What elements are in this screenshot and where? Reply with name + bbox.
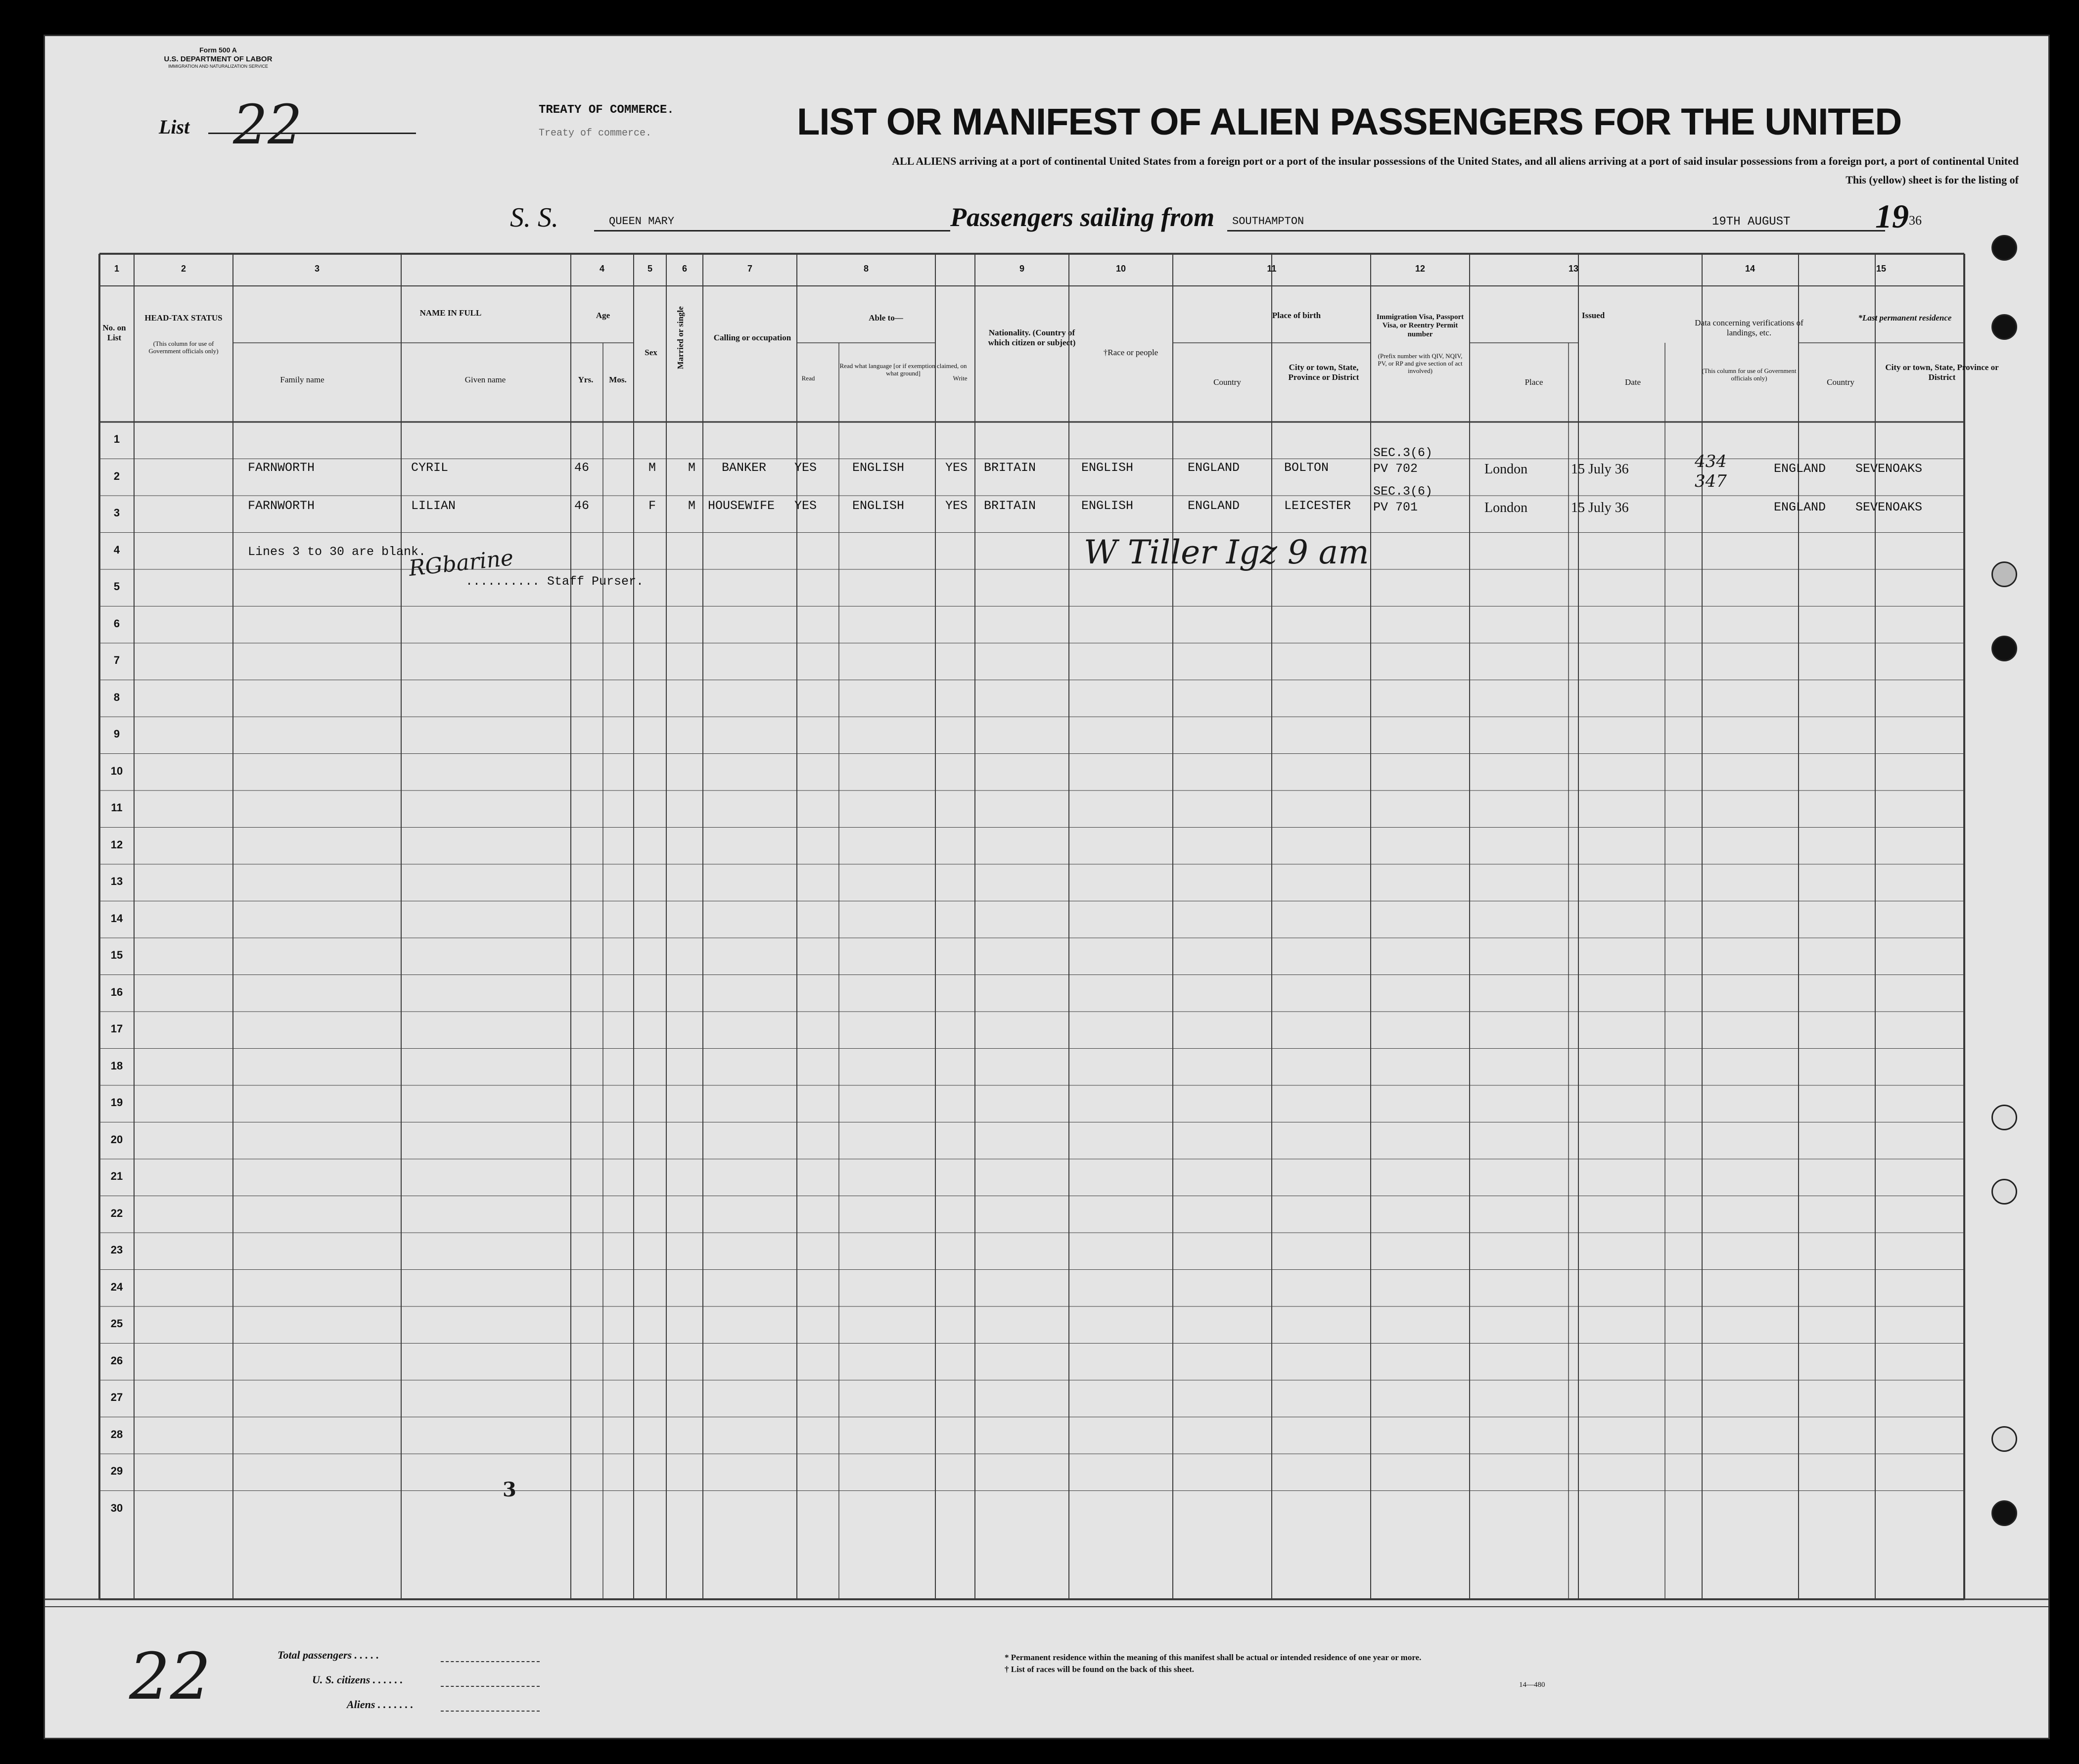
row-number: 18	[110, 1059, 123, 1072]
col-res-city: City or town, State, Province or District	[1885, 363, 1999, 382]
col-visa: Immigration Visa, Passport Visa, or Reentry Permit number	[1376, 313, 1464, 338]
fraction-bottom: 347	[1695, 471, 1727, 491]
col-read: Read	[801, 374, 815, 382]
department: U.S. DEPARTMENT OF LABOR	[164, 55, 273, 63]
row-number: 7	[113, 654, 120, 666]
write: YES	[945, 499, 968, 513]
manifest-sheet	[44, 35, 2050, 1739]
age-years: 46	[574, 499, 590, 513]
binder-hole	[1991, 1426, 2017, 1452]
form-code: 14—480	[1519, 1681, 1545, 1689]
row-number: 21	[110, 1170, 123, 1182]
col-no-on-list: No. on List	[102, 323, 126, 342]
port-name: SOUTHAMPTON	[1232, 215, 1304, 228]
col-race: †Race or people	[1103, 348, 1158, 357]
column-number: 2	[181, 264, 186, 274]
row-number: 30	[110, 1501, 123, 1514]
language: ENGLISH	[852, 461, 905, 475]
sailing-label: Passengers sailing from	[950, 202, 1215, 232]
row-number: 22	[110, 1207, 123, 1219]
col-given-name: Given name	[464, 375, 506, 384]
row-number: 3	[113, 507, 120, 519]
family-name: FARNWORTH	[248, 499, 315, 513]
service: IMMIGRATION AND NATURALIZATION SERVICE	[168, 64, 268, 69]
purser-signature: RGbarine	[407, 545, 515, 581]
fraction-top: 434	[1695, 452, 1727, 471]
row-number: 6	[113, 617, 120, 630]
row-number: 24	[110, 1280, 123, 1293]
form-number: Form 500 A	[199, 46, 237, 54]
column-number: 4	[599, 264, 604, 274]
row-number: 23	[110, 1244, 123, 1256]
col-sex: Sex	[645, 348, 657, 357]
nationality: BRITAIN	[984, 499, 1036, 513]
column-number: 5	[647, 264, 652, 274]
binder-hole	[1991, 1105, 2017, 1130]
binder-hole	[1991, 1179, 2017, 1205]
col-issued: Issued	[1581, 311, 1605, 320]
column-number: 9	[1019, 264, 1024, 274]
manifest-subtitle-1: ALL ALIENS arriving at a port of continental United States from a foreign port or a port of the insular possessions of the United States, and all aliens arriving at a port of said insular possessions from a foreign port, a port of continental United	[892, 155, 2019, 167]
issued-date: 15 July 36	[1571, 462, 1629, 477]
row-number: 8	[113, 691, 120, 703]
row-number: 1	[113, 433, 120, 445]
birth-country: ENGLAND	[1188, 461, 1240, 475]
ship-name: QUEEN MARY	[609, 215, 675, 228]
col-nationality: Nationality. (Country of which citizen or subject)	[988, 328, 1076, 347]
residence-city: SEVENOAKS	[1855, 500, 1923, 514]
race: ENGLISH	[1081, 461, 1134, 475]
residence-country: ENGLAND	[1774, 500, 1826, 514]
column-number: 14	[1745, 264, 1756, 274]
column-number: 13	[1568, 264, 1579, 274]
handwritten-annotation: W Tiller Igz 9 am	[1084, 533, 1369, 571]
manifest-grid	[45, 36, 2048, 1738]
row-number: 5	[113, 580, 120, 593]
list-total: 22	[129, 1639, 211, 1714]
write: YES	[945, 461, 968, 475]
binder-hole	[1991, 314, 2017, 340]
col-age: Age	[596, 311, 610, 320]
footnote-races: † List of races will be found on the back of this sheet.	[1005, 1665, 1194, 1674]
row-number: 20	[110, 1133, 123, 1146]
visa-number: PV 702	[1373, 462, 1418, 476]
read: YES	[794, 499, 817, 513]
row-number: 16	[110, 985, 123, 998]
birth-city: BOLTON	[1284, 461, 1329, 475]
visa-section: SEC.3(6)	[1373, 484, 1433, 499]
total-passengers: Total passengers . . . . .	[277, 1649, 379, 1661]
column-number: 1	[114, 264, 119, 274]
blank-lines-note: Lines 3 to 30 are blank.	[248, 545, 426, 559]
row-number: 15	[110, 949, 123, 961]
language: ENGLISH	[852, 499, 905, 513]
treaty-line-1: TREATY OF COMMERCE.	[539, 103, 674, 117]
col-birth-city: City or town, State, Province or District	[1288, 363, 1359, 382]
sex: M	[648, 461, 656, 475]
column-number: 8	[863, 264, 869, 274]
col-name-in-full: NAME IN FULL	[419, 308, 482, 318]
ss-label: S. S.	[510, 202, 558, 233]
residence-city: SEVENOAKS	[1855, 462, 1923, 476]
col-mos: Mos.	[609, 375, 627, 384]
list-label: List	[159, 116, 190, 138]
year-suffix: 36	[1909, 213, 1922, 228]
column-number: 6	[682, 264, 687, 274]
handwritten-3: 3	[503, 1478, 516, 1501]
birth-country: ENGLAND	[1188, 499, 1240, 513]
row-number: 29	[110, 1465, 123, 1477]
col-calling: Calling or occupation	[713, 333, 791, 342]
read: YES	[794, 461, 817, 475]
nationality: BRITAIN	[984, 461, 1036, 475]
column-number: 3	[314, 264, 320, 274]
row-number: 9	[113, 728, 120, 740]
given-name: LILIAN	[411, 499, 456, 513]
sex: F	[648, 499, 656, 513]
col-visa-note: (Prefix number with QIV, NQIV, PV, or RP and give section of act involved)	[1378, 352, 1463, 374]
residence-country: ENGLAND	[1774, 462, 1826, 476]
col-yrs: Yrs.	[578, 375, 594, 384]
col-birth-country: Country	[1213, 377, 1241, 387]
manifest-subtitle-2: This (yellow) sheet is for the listing of	[1846, 174, 2019, 186]
age-years: 46	[574, 461, 590, 475]
col-married: Married or single	[676, 306, 686, 370]
col-last-residence: *Last permanent residence	[1858, 313, 1952, 323]
issued-place: London	[1484, 462, 1528, 477]
binder-hole	[1991, 235, 2017, 261]
row-number: 14	[110, 912, 123, 925]
col-res-country: Country	[1827, 377, 1854, 387]
sailing-date: 19TH AUGUST	[1712, 215, 1791, 229]
married: M	[688, 461, 696, 475]
list-number: 22	[233, 93, 302, 156]
col-write: Write	[953, 374, 968, 382]
issued-date: 15 July 36	[1571, 500, 1629, 515]
treaty-line-2: Treaty of commerce.	[539, 128, 652, 139]
race: ENGLISH	[1081, 499, 1134, 513]
binder-hole	[1991, 561, 2017, 587]
column-number: 15	[1876, 264, 1887, 274]
col-issued-place: Place	[1525, 377, 1543, 387]
row-number: 25	[110, 1317, 123, 1330]
aliens: Aliens . . . . . . .	[347, 1698, 414, 1711]
occupation: HOUSEWIFE	[708, 499, 775, 513]
manifest-title: LIST OR MANIFEST OF ALIEN PASSENGERS FOR THE UNITED	[797, 101, 1902, 143]
col-place-of-birth: Place of birth	[1272, 311, 1321, 320]
col-read-language: Read what language [or if exemption claimed, on what ground]	[839, 362, 967, 377]
citizens-line	[441, 1686, 540, 1687]
row-number: 13	[110, 875, 123, 887]
binder-hole	[1991, 1500, 2017, 1526]
col-able-to: Able to—	[869, 313, 903, 323]
visa-section: SEC.3(6)	[1373, 446, 1433, 460]
staff-purser: .......... Staff Purser.	[465, 574, 644, 589]
row-number: 10	[110, 764, 123, 777]
row-number: 19	[110, 1096, 123, 1109]
col-data-concerning: Data concerning verifications of landings, etc.	[1695, 318, 1803, 337]
row-number: 12	[110, 838, 123, 851]
column-number: 7	[747, 264, 752, 274]
col-data-note: (This column for use of Government officials only)	[1702, 367, 1797, 382]
col-family-name: Family name	[280, 375, 324, 384]
binder-hole	[1991, 636, 2017, 661]
row-number: 11	[111, 801, 123, 814]
year-prefix: 19	[1875, 197, 1909, 235]
aliens-line	[441, 1711, 540, 1712]
row-number: 4	[113, 543, 120, 556]
birth-city: LEICESTER	[1284, 499, 1351, 513]
footnote-residence: * Permanent residence within the meaning of this manifest shall be actual or intended residence of one year or more.	[1005, 1653, 1422, 1662]
column-number: 11	[1267, 264, 1277, 274]
row-number: 27	[110, 1391, 123, 1403]
family-name: FARNWORTH	[248, 461, 315, 475]
given-name: CYRIL	[411, 461, 449, 475]
col-head-tax: HEAD-TAX STATUS	[144, 313, 223, 323]
married: M	[688, 499, 696, 513]
row-number: 26	[110, 1354, 123, 1367]
us-citizens: U. S. citizens . . . . . .	[312, 1673, 403, 1686]
total-line	[441, 1661, 540, 1662]
col-issued-date: Date	[1624, 377, 1641, 387]
column-number: 10	[1115, 264, 1126, 274]
col-head-tax-note: (This column for use of Government officials only)	[148, 340, 219, 355]
column-number: 12	[1415, 264, 1426, 274]
row-number: 28	[110, 1428, 123, 1440]
visa-number: PV 701	[1373, 500, 1418, 514]
row-number: 17	[110, 1022, 123, 1035]
occupation: BANKER	[722, 461, 767, 475]
issued-place: London	[1484, 500, 1528, 515]
row-number: 2	[113, 469, 120, 482]
